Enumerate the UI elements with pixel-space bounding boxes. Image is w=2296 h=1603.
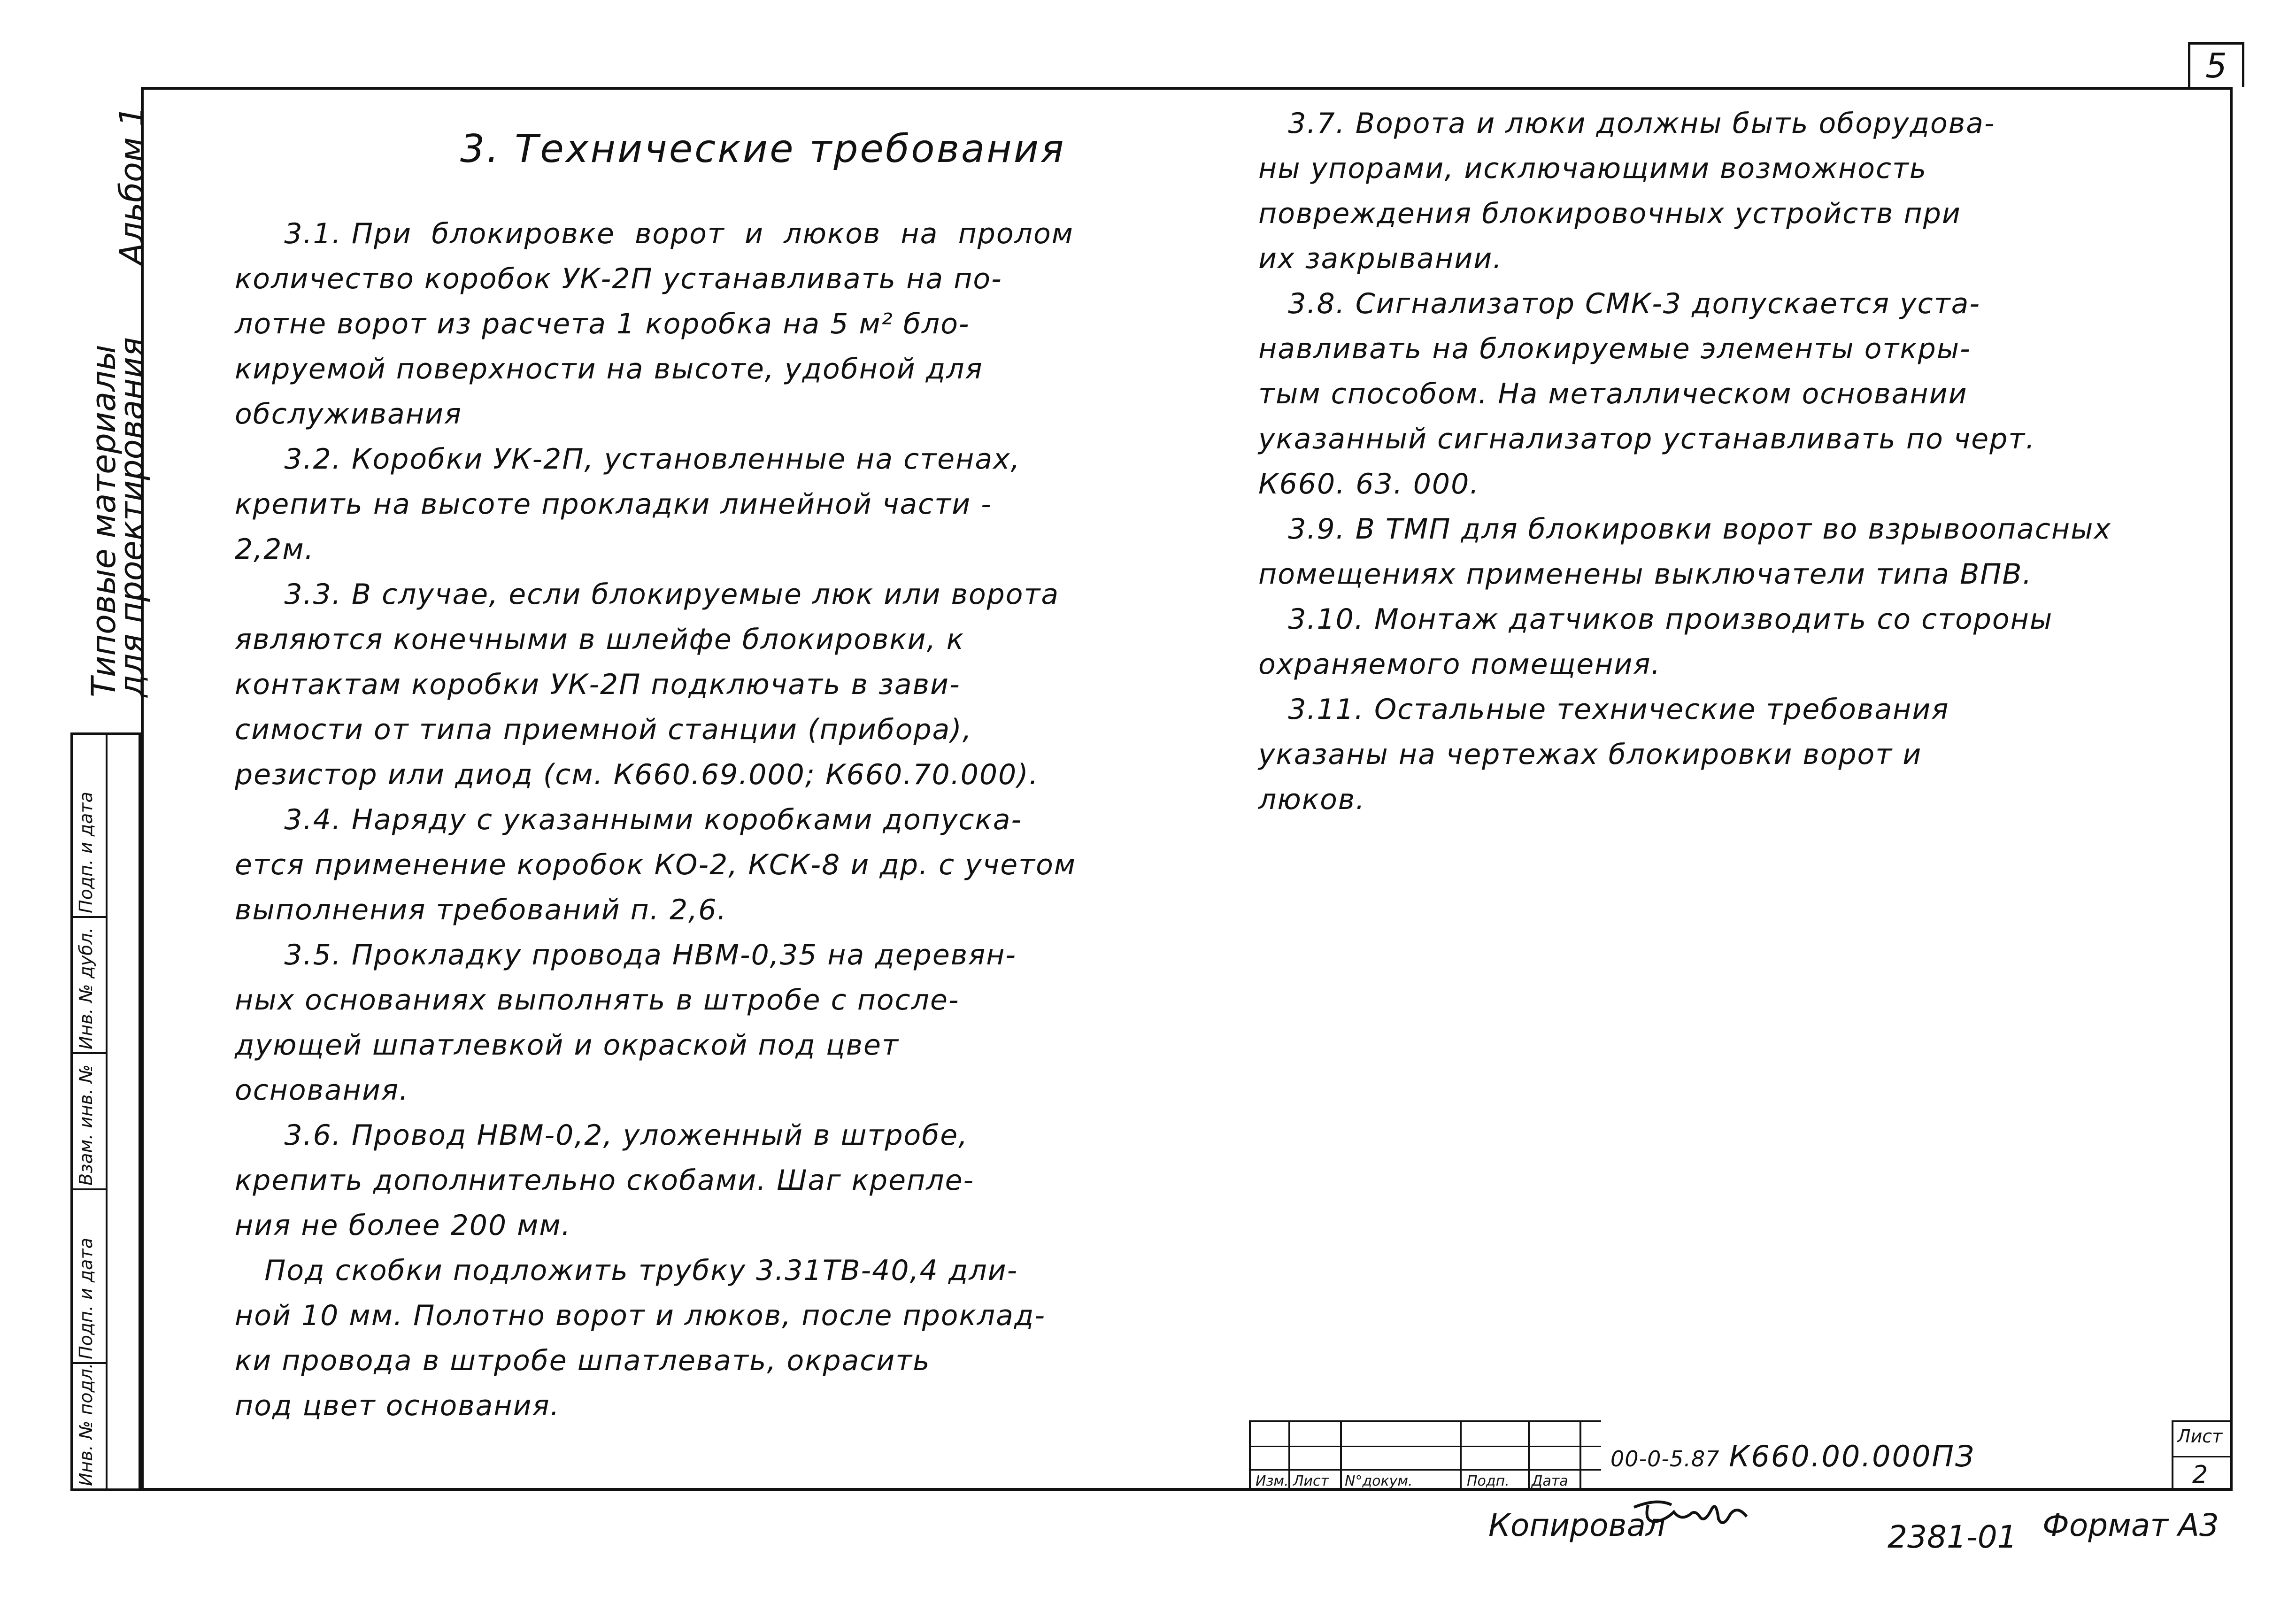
grid-line bbox=[1579, 1422, 1581, 1491]
grid-line bbox=[1251, 1469, 1601, 1471]
text-line: лотне ворот из расчета 1 коробка на 5 м² бло- bbox=[235, 308, 970, 340]
grid-line bbox=[1340, 1422, 1342, 1491]
text-line: 3.3. В случае, если блокируемые люк или ворота bbox=[235, 578, 1060, 611]
text-line: указаны на чертежах блокировки ворот и bbox=[1258, 738, 1922, 771]
text-line: дующей шпатлевкой и окраской под цвет bbox=[235, 1029, 899, 1062]
text-line: контактам коробки УК-2П подключать в зави- bbox=[235, 668, 961, 701]
side-title-album: Альбом 1 bbox=[113, 106, 151, 265]
text-line: Под скобки подложить трубку 3.31ТВ-40,4 дли- bbox=[235, 1254, 1018, 1287]
text-line: их закрывании. bbox=[1258, 242, 1503, 275]
side-title-line2: для проектирования bbox=[113, 337, 151, 697]
text-line: симости от типа приемной станции (прибора), bbox=[235, 713, 972, 746]
side-stamp-label: Подп. и дата bbox=[76, 792, 96, 913]
side-stamp-label: Подп. и дата bbox=[76, 1238, 96, 1359]
side-stamp-divider bbox=[106, 735, 108, 1488]
text-line: тым способом. На металлическом основании bbox=[1258, 378, 1968, 410]
text-line: 3.6. Провод НВМ-0,2, уложенный в штробе, bbox=[235, 1119, 969, 1152]
stamp-header: N°докум. bbox=[1345, 1473, 1413, 1489]
grid-line bbox=[1528, 1422, 1530, 1491]
text-line: ки провода в штробе шпатлевать, окрасить bbox=[235, 1344, 931, 1377]
code-value: К660.00.000ПЗ bbox=[1729, 1439, 1975, 1473]
text-line: 2,2м. bbox=[235, 533, 315, 566]
stamp-header: Изм. bbox=[1256, 1473, 1289, 1489]
text-line: ны упорами, исключающими возможность bbox=[1258, 152, 1927, 185]
grid-line bbox=[1288, 1422, 1290, 1491]
right-text-column bbox=[1258, 101, 2111, 822]
text-line: 3.10. Монтаж датчиков производить со стороны bbox=[1258, 603, 2053, 636]
text-line: 3.8. Сигнализатор СМК-3 допускается уста- bbox=[1258, 287, 1980, 320]
side-stamp-label: Инв. № дубл. bbox=[76, 927, 96, 1049]
text-line: 3.4. Наряду с указанными коробками допуска- bbox=[235, 803, 1023, 836]
text-line: 3.5. Прокладку провода НВМ-0,35 на деревян- bbox=[235, 939, 1017, 971]
text-line: крепить дополнительно скобами. Шаг крепле- bbox=[235, 1164, 975, 1197]
text-line: крепить на высоте прокладки линейной части - bbox=[235, 488, 992, 521]
text-line: 3.7. Ворота и люки должны быть оборудова- bbox=[1258, 107, 1996, 140]
text-line: ных основаниях выполнять в штробе с после- bbox=[235, 984, 960, 1017]
side-stamp-cell bbox=[73, 918, 106, 1054]
sheet-number: 5 bbox=[2188, 42, 2244, 87]
side-stamp-label: Взам. инв. № bbox=[76, 1064, 96, 1186]
copy-number: 2381-01 bbox=[1888, 1519, 2017, 1555]
text-line: 3.9. В ТМП для блокировки ворот во взрывоопасных bbox=[1258, 513, 2112, 546]
side-stamp bbox=[70, 732, 141, 1491]
left-text-column bbox=[235, 211, 1076, 1428]
section-title: 3. Технические требования bbox=[460, 127, 1066, 171]
side-title bbox=[70, 87, 151, 711]
signature bbox=[1629, 1495, 1751, 1538]
document-code bbox=[1610, 1439, 1975, 1473]
side-stamp-cell bbox=[73, 1364, 106, 1491]
text-line: 3.2. Коробки УК-2П, установленные на стенах, bbox=[235, 443, 1021, 476]
text-line: 3.1. При блокировке ворот и люков на пролом bbox=[235, 217, 1074, 250]
text-line: количество коробок УК-2П устанавливать на по- bbox=[235, 262, 1002, 295]
copied-label: Копировал bbox=[1488, 1507, 1666, 1543]
sheet-value: 2 bbox=[2192, 1461, 2208, 1489]
format-label: Формат А3 bbox=[2042, 1507, 2219, 1543]
stamp-header: Дата bbox=[1532, 1473, 1568, 1489]
text-line: помещениях применены выключатели типа ВПВ. bbox=[1258, 558, 2033, 591]
revision-grid bbox=[1249, 1420, 1601, 1491]
side-stamp-label: Инв. № подл. bbox=[76, 1363, 96, 1486]
text-line: ной 10 мм. Полотно ворот и люков, после проклад- bbox=[235, 1299, 1046, 1332]
text-line: ния не более 200 мм. bbox=[235, 1209, 571, 1242]
text-line: повреждения блокировочных устройств при bbox=[1258, 197, 1961, 230]
title-block bbox=[1249, 1420, 2233, 1491]
text-line: кируемой поверхности на высоте, удобной для bbox=[235, 353, 983, 385]
text-line: люков. bbox=[1258, 783, 1366, 816]
text-line: навливать на блокируемые элементы откры- bbox=[1258, 332, 1971, 365]
text-line: 3.11. Остальные технические требования bbox=[1258, 693, 1949, 726]
grid-line bbox=[1460, 1422, 1462, 1491]
text-line: ется применение коробок КО-2, КСК-8 и др. с учетом bbox=[235, 848, 1077, 881]
sheet-box bbox=[2172, 1420, 2233, 1491]
text-line: охраняемого помещения. bbox=[1258, 648, 1661, 681]
code-prefix: 00-0-5.87 bbox=[1610, 1446, 1720, 1472]
text-line: основания. bbox=[235, 1074, 409, 1107]
sheet-label: Лист bbox=[2177, 1426, 2223, 1447]
side-stamp-cell bbox=[73, 1190, 106, 1364]
text-line: являются конечными в шлейфе блокировки, к bbox=[235, 623, 964, 656]
text-line: К660. 63. 000. bbox=[1258, 468, 1480, 501]
stamp-header: Лист bbox=[1293, 1473, 1329, 1489]
text-line: резистор или диод (см. К660.69.000; К660.70.000). bbox=[235, 758, 1039, 791]
side-title-line1: Типовые материалы bbox=[85, 344, 123, 697]
sheet-box-divider bbox=[2173, 1456, 2233, 1457]
stamp-header: Подп. bbox=[1467, 1473, 1510, 1489]
side-stamp-cell bbox=[73, 1054, 106, 1190]
text-line: выполнения требований п. 2,6. bbox=[235, 894, 727, 926]
grid-line bbox=[1251, 1446, 1601, 1447]
side-stamp-cell bbox=[73, 735, 106, 918]
text-line: под цвет основания. bbox=[235, 1389, 560, 1422]
text-line: обслуживания bbox=[235, 398, 462, 431]
text-line: указанный сигнализатор устанавливать по черт. bbox=[1258, 423, 2036, 455]
